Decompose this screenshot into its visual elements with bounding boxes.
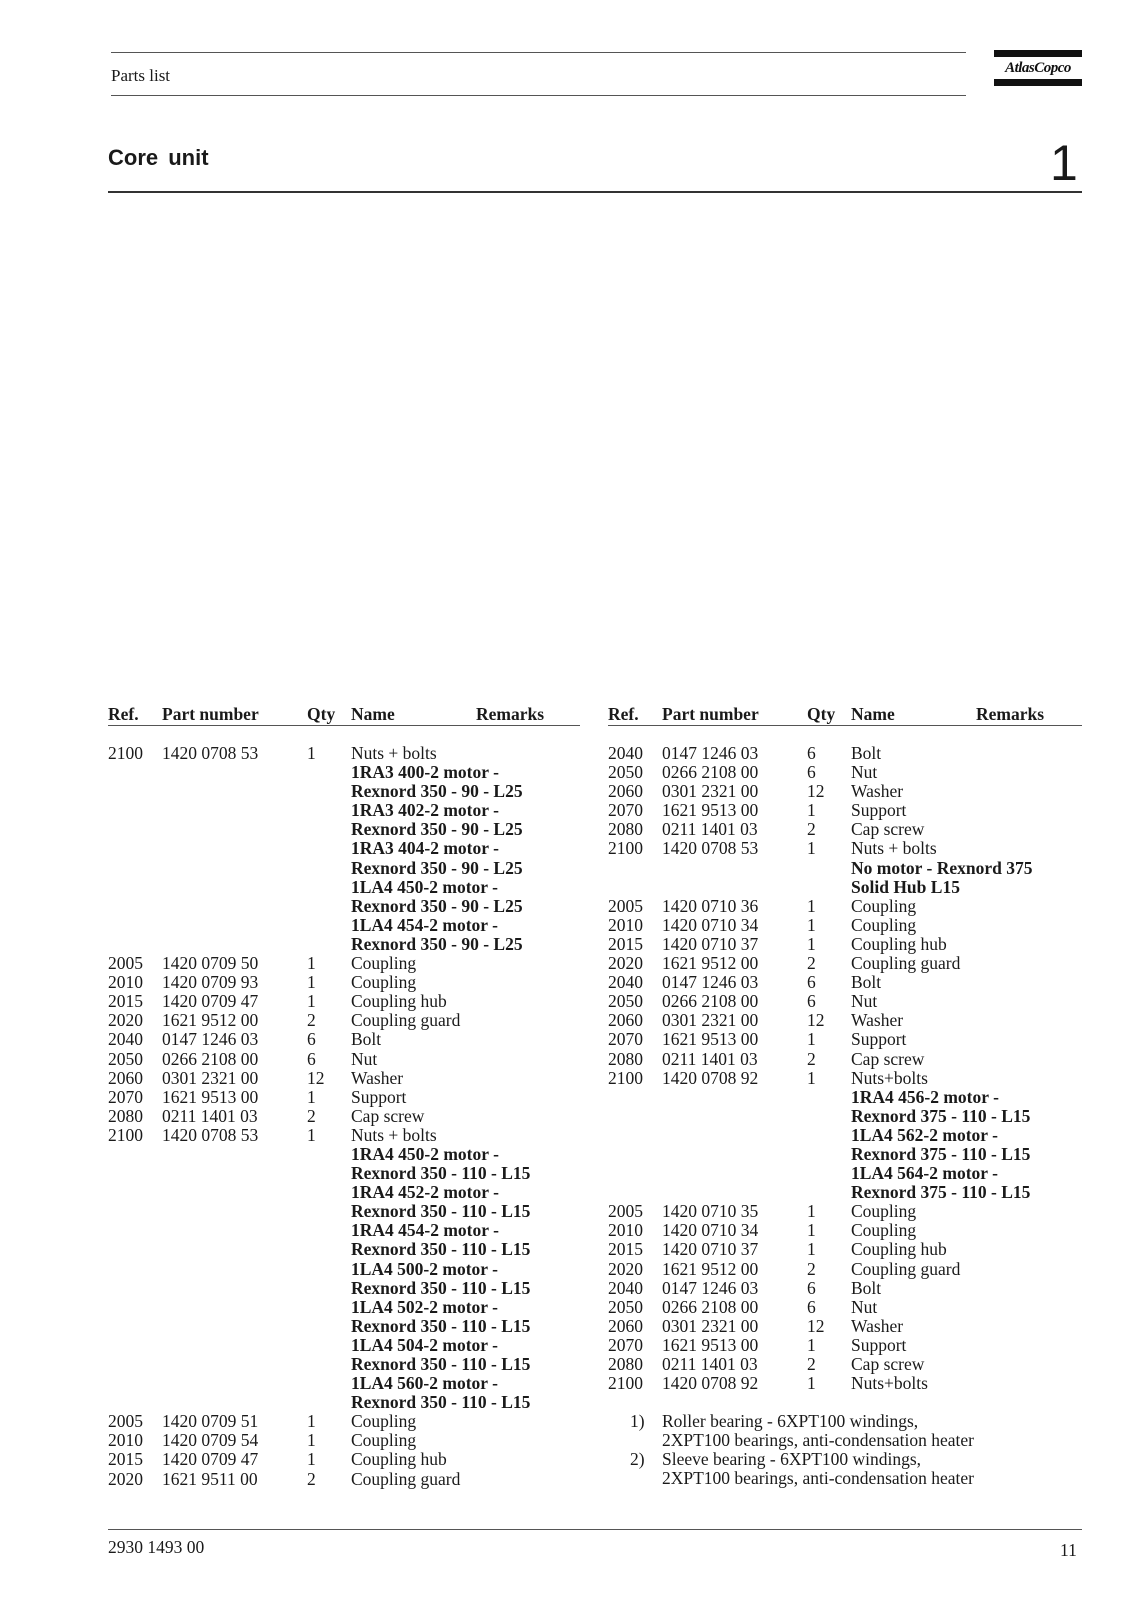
qty-cell: 12 [807, 1315, 825, 1336]
qty-cell: 6 [807, 1277, 816, 1298]
qty-cell: 1 [807, 914, 816, 935]
name-cell: Washer [351, 1067, 404, 1088]
qty-cell: 1 [807, 1067, 816, 1088]
name-cell: Support [351, 1086, 407, 1107]
atlas-copco-logo [994, 50, 1082, 86]
qty-cell: 1 [307, 1430, 316, 1451]
part-number-cell: 0147 1246 03 [662, 1277, 759, 1298]
ref-cell: 2015 [108, 1449, 143, 1470]
qty-cell: 1 [807, 800, 816, 821]
qty-cell: 12 [307, 1067, 325, 1088]
name-cell: Coupling [351, 972, 417, 993]
ref-cell: 2015 [608, 1239, 643, 1260]
ref-cell: 2020 [108, 1468, 143, 1489]
right-header-rule [608, 725, 1082, 726]
part-number-cell: 0266 2108 00 [662, 1296, 759, 1317]
part-number-cell: 0301 2321 00 [662, 781, 759, 802]
name-cell: Nut [851, 1296, 878, 1317]
qty-cell: 1 [807, 1201, 816, 1222]
part-number-cell: 0266 2108 00 [662, 762, 759, 783]
name-cell: 1LA4 454-2 motor - [351, 914, 498, 935]
ref-cell: 2010 [108, 972, 143, 993]
ref-cell: 2070 [608, 1334, 643, 1355]
header-section-label: Parts list [111, 66, 171, 85]
name-cell: Rexnord 350 - 110 - L15 [351, 1277, 531, 1298]
name-cell: Nut [351, 1048, 378, 1069]
qty-cell: 6 [807, 1296, 816, 1317]
qty-cell: 2 [807, 1354, 816, 1374]
qty-cell: 1 [807, 1239, 816, 1260]
part-number-cell: 0211 1401 03 [662, 1048, 758, 1069]
ref-cell: 2070 [608, 1029, 643, 1050]
ref-cell: 2070 [608, 800, 643, 821]
ref-cell: 2015 [608, 933, 643, 954]
ref-cell: 2100 [108, 743, 143, 763]
name-cell: Nuts + bolts [351, 743, 437, 763]
name-cell: Support [851, 1334, 907, 1355]
ref-cell: 2010 [108, 1430, 143, 1451]
qty-cell: 12 [807, 781, 825, 802]
name-cell: Rexnord 350 - 110 - L15 [351, 1201, 531, 1222]
ref-cell: 2100 [608, 1067, 643, 1088]
qty-cell: 6 [807, 972, 816, 993]
ref-cell: 2100 [608, 1373, 643, 1394]
part-number-cell: 1420 0708 53 [162, 1124, 259, 1145]
header-remarks: Remarks [476, 704, 545, 724]
header-top-rule [111, 52, 966, 53]
section-number: 1 [1050, 135, 1078, 191]
part-number-cell: 1420 0708 92 [662, 1067, 759, 1088]
ref-cell: 2050 [108, 1048, 143, 1069]
name-cell: Bolt [851, 1277, 882, 1298]
qty-cell: 6 [307, 1048, 316, 1069]
name-cell: Washer [851, 1315, 904, 1336]
name-cell: Rexnord 350 - 90 - L25 [351, 857, 523, 878]
name-cell: Coupling guard [351, 1010, 461, 1031]
qty-cell: 1 [807, 1029, 816, 1050]
qty-cell: 2 [307, 1468, 316, 1489]
ref-cell: 2080 [108, 1105, 143, 1126]
qty-cell: 2 [807, 1258, 816, 1279]
qty-cell: 1 [807, 1334, 816, 1355]
ref-cell: 2040 [608, 972, 643, 993]
name-cell: Coupling [851, 1201, 917, 1222]
qty-cell: 1 [307, 1411, 316, 1432]
name-cell: 1RA3 402-2 motor - [351, 800, 499, 821]
name-cell: Nuts+bolts [851, 1067, 928, 1088]
part-number-cell: 1420 0710 36 [662, 895, 759, 916]
footnote-text: Roller bearing - 6XPT100 windings, [662, 1411, 919, 1431]
ref-cell: 2050 [608, 762, 643, 783]
footnote-number: 2) [630, 1449, 645, 1469]
header-name: Name [851, 704, 895, 724]
name-cell: Coupling [351, 1430, 417, 1451]
name-cell: 1LA4 450-2 motor - [351, 876, 498, 897]
name-cell: 1RA3 400-2 motor - [351, 762, 499, 783]
part-number-cell: 1420 0709 54 [162, 1430, 259, 1451]
qty-cell: 1 [307, 743, 316, 763]
qty-cell: 1 [807, 1220, 816, 1241]
part-number-cell: 0301 2321 00 [662, 1010, 759, 1031]
qty-cell: 2 [807, 953, 816, 974]
part-number-cell: 1621 9513 00 [662, 800, 759, 821]
name-cell: 1LA4 564-2 motor - [851, 1163, 998, 1184]
ref-cell: 2060 [608, 781, 643, 802]
ref-cell: 2005 [608, 1201, 643, 1222]
ref-cell: 2010 [608, 1220, 643, 1241]
name-cell: Cap screw [851, 1048, 925, 1069]
logo-text: AtlasCopco [1005, 60, 1071, 76]
name-cell: Coupling [351, 953, 417, 974]
part-number-cell: 0211 1401 03 [662, 1354, 758, 1374]
ref-cell: 2040 [108, 1029, 143, 1050]
part-number-cell: 0266 2108 00 [162, 1048, 259, 1069]
part-number-cell: 0301 2321 00 [162, 1067, 259, 1088]
ref-cell: 2040 [608, 743, 643, 763]
part-number-cell: 1621 9512 00 [662, 1258, 759, 1279]
name-cell: Nut [851, 762, 878, 783]
part-number-cell: 1420 0708 53 [162, 743, 259, 763]
logo-bottom-bar [994, 79, 1082, 86]
part-number-cell: 1621 9513 00 [162, 1086, 259, 1107]
ref-cell: 2010 [608, 914, 643, 935]
name-cell: Rexnord 375 - 110 - L15 [851, 1143, 1031, 1164]
name-cell: Washer [851, 781, 904, 802]
name-cell: Rexnord 350 - 90 - L25 [351, 819, 523, 840]
name-cell: 1LA4 502-2 motor - [351, 1296, 498, 1317]
part-number-cell: 1420 0709 47 [162, 1449, 259, 1470]
qty-cell: 2 [807, 819, 816, 840]
name-cell: Rexnord 350 - 110 - L15 [351, 1354, 531, 1374]
qty-cell: 6 [307, 1029, 316, 1050]
part-number-cell: 1420 0708 92 [662, 1373, 759, 1394]
name-cell: Rexnord 350 - 90 - L25 [351, 895, 523, 916]
name-cell: Cap screw [351, 1105, 425, 1126]
qty-cell: 1 [807, 838, 816, 859]
name-cell: 1LA4 562-2 motor - [851, 1124, 998, 1145]
name-cell: Washer [851, 1010, 904, 1031]
name-cell: Bolt [851, 743, 882, 763]
part-number-cell: 0211 1401 03 [662, 819, 758, 840]
name-cell: Support [851, 800, 907, 821]
name-cell: Rexnord 350 - 110 - L15 [351, 1315, 531, 1336]
ref-cell: 2050 [608, 1296, 643, 1317]
name-cell: Nuts + bolts [351, 1124, 437, 1145]
part-number-cell: 0266 2108 00 [662, 991, 759, 1012]
part-number-cell: 1621 9511 00 [162, 1468, 258, 1489]
name-cell: Coupling [851, 1220, 917, 1241]
part-number-cell: 0211 1401 03 [162, 1105, 258, 1126]
name-cell: Coupling hub [851, 1239, 947, 1260]
part-number-cell: 1420 0710 34 [662, 1220, 759, 1241]
qty-cell: 1 [307, 953, 316, 974]
name-cell: 1RA4 452-2 motor - [351, 1182, 499, 1203]
ref-cell: 2005 [108, 953, 143, 974]
ref-cell: 2100 [608, 838, 643, 859]
header-qty: Qty [307, 704, 336, 724]
name-cell: Cap screw [851, 819, 925, 840]
ref-cell: 2080 [608, 819, 643, 840]
header-part-number: Part number [662, 704, 759, 724]
part-number-cell: 1420 0710 35 [662, 1201, 759, 1222]
header-ref: Ref. [608, 704, 639, 724]
name-cell: Rexnord 375 - 110 - L15 [851, 1105, 1031, 1126]
part-number-cell: 1420 0710 37 [662, 1239, 759, 1260]
ref-cell: 2020 [608, 953, 643, 974]
qty-cell: 6 [807, 762, 816, 783]
name-cell: 1LA4 504-2 motor - [351, 1334, 498, 1355]
ref-cell: 2040 [608, 1277, 643, 1298]
name-cell: Coupling hub [351, 1449, 447, 1470]
qty-cell: 6 [807, 743, 816, 763]
header-part-number: Part number [162, 704, 259, 724]
name-cell: 1RA4 450-2 motor - [351, 1143, 499, 1164]
name-cell: 1RA3 404-2 motor - [351, 838, 499, 859]
ref-cell: 2020 [108, 1010, 143, 1031]
qty-cell: 6 [807, 991, 816, 1012]
part-number-cell: 1420 0710 34 [662, 914, 759, 935]
name-cell: Rexnord 350 - 110 - L15 [351, 1239, 531, 1260]
part-number-cell: 1420 0709 50 [162, 953, 259, 974]
ref-cell: 2015 [108, 991, 143, 1012]
name-cell: Rexnord 350 - 90 - L25 [351, 781, 523, 802]
header-bottom-rule [111, 95, 966, 96]
part-number-cell: 1420 0709 93 [162, 972, 259, 993]
name-cell: Nuts + bolts [851, 838, 937, 859]
ref-cell: 2005 [108, 1411, 143, 1432]
qty-cell: 2 [307, 1010, 316, 1031]
part-number-cell: 0147 1246 03 [162, 1029, 259, 1050]
name-cell: 1LA4 560-2 motor - [351, 1373, 498, 1394]
name-cell: Coupling [851, 914, 917, 935]
name-cell: No motor - Rexnord 375 [851, 857, 1033, 878]
qty-cell: 1 [307, 1086, 316, 1107]
part-number-cell: 1621 9513 00 [662, 1029, 759, 1050]
qty-cell: 12 [807, 1010, 825, 1031]
qty-cell: 1 [807, 1373, 816, 1394]
ref-cell: 2050 [608, 991, 643, 1012]
qty-cell: 1 [307, 1124, 316, 1145]
ref-cell: 2060 [108, 1067, 143, 1088]
part-number-cell: 1420 0709 47 [162, 991, 259, 1012]
part-number-cell: 1420 0710 37 [662, 933, 759, 954]
ref-cell: 2100 [108, 1124, 143, 1145]
qty-cell: 1 [307, 1449, 316, 1470]
section-rule [108, 191, 1082, 193]
name-cell: 1LA4 500-2 motor - [351, 1258, 498, 1279]
qty-cell: 1 [807, 933, 816, 954]
name-cell: Rexnord 350 - 90 - L25 [351, 933, 523, 954]
name-cell: Bolt [851, 972, 882, 993]
logo-top-bar [994, 50, 1082, 57]
header-ref: Ref. [108, 704, 139, 724]
ref-cell: 2080 [608, 1048, 643, 1069]
name-cell: Rexnord 350 - 110 - L15 [351, 1163, 531, 1184]
ref-cell: 2060 [608, 1315, 643, 1336]
name-cell: Support [851, 1029, 907, 1050]
part-number-cell: 1420 0709 51 [162, 1411, 259, 1432]
ref-cell: 2060 [608, 1010, 643, 1031]
name-cell: Solid Hub L15 [851, 876, 960, 897]
ref-cell: 2020 [608, 1258, 643, 1279]
part-number-cell: 0147 1246 03 [662, 743, 759, 763]
name-cell: Nut [851, 991, 878, 1012]
name-cell: Bolt [351, 1029, 382, 1050]
name-cell: Nuts+bolts [851, 1373, 928, 1394]
page-number: 11 [1060, 1540, 1077, 1560]
part-number-cell: 1621 9512 00 [662, 953, 759, 974]
qty-cell: 2 [807, 1048, 816, 1069]
name-cell: Coupling hub [351, 991, 447, 1012]
footnote-text: 2XPT100 bearings, anti-condensation heater [662, 1430, 974, 1450]
name-cell: 1RA4 454-2 motor - [351, 1220, 499, 1241]
qty-cell: 2 [307, 1105, 316, 1126]
name-cell: Coupling [351, 1411, 417, 1432]
qty-cell: 1 [807, 895, 816, 916]
part-number-cell: 0301 2321 00 [662, 1315, 759, 1336]
ref-cell: 2005 [608, 895, 643, 916]
name-cell: Coupling hub [851, 933, 947, 954]
part-number-cell: 1621 9513 00 [662, 1334, 759, 1355]
qty-cell: 1 [307, 991, 316, 1012]
name-cell: Rexnord 350 - 110 - L15 [351, 1392, 531, 1413]
name-cell: Cap screw [851, 1354, 925, 1374]
footnote-text: Sleeve bearing - 6XPT100 windings, [662, 1449, 922, 1469]
footer-rule [108, 1529, 1082, 1530]
header-name: Name [351, 704, 395, 724]
footnote-text: 2XPT100 bearings, anti-condensation heater [662, 1468, 974, 1488]
section-title: Core unit [108, 145, 209, 170]
ref-cell: 2070 [108, 1086, 143, 1107]
part-number-cell: 1420 0708 53 [662, 838, 759, 859]
part-number-cell: 0147 1246 03 [662, 972, 759, 993]
name-cell: Coupling guard [851, 953, 961, 974]
footnote-number: 1) [630, 1411, 645, 1431]
header-remarks: Remarks [976, 704, 1045, 724]
name-cell: Coupling guard [351, 1468, 461, 1489]
name-cell: 1RA4 456-2 motor - [851, 1086, 999, 1107]
name-cell: Coupling guard [851, 1258, 961, 1279]
document-number: 2930 1493 00 [108, 1537, 205, 1557]
ref-cell: 2080 [608, 1354, 643, 1374]
left-header-rule [108, 725, 580, 726]
qty-cell: 1 [307, 972, 316, 993]
name-cell: Rexnord 375 - 110 - L15 [851, 1182, 1031, 1203]
part-number-cell: 1621 9512 00 [162, 1010, 259, 1031]
name-cell: Coupling [851, 895, 917, 916]
header-qty: Qty [807, 704, 836, 724]
